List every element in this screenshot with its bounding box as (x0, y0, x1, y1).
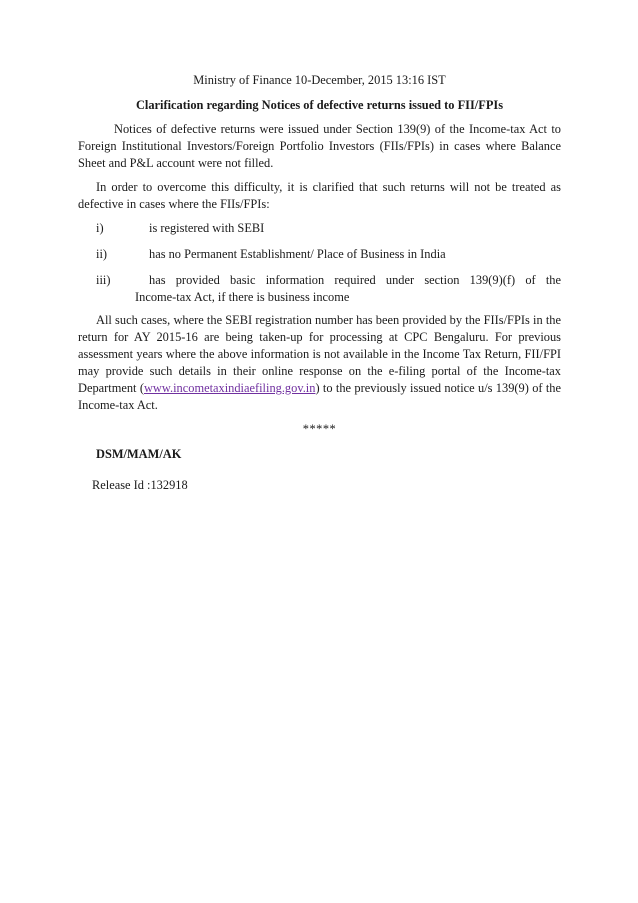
press-release-page (78, 72, 561, 494)
list-item-text: has provided basic information required under section 139(9)(f) of the (149, 273, 561, 287)
signature-initials: DSM/MAM/AK (96, 447, 182, 461)
paragraph-processing (78, 312, 561, 414)
list-item-continuation: Income-tax Act, if there is business income (135, 290, 350, 304)
paragraph-clarification: In order to overcome this difficulty, it is clarified that such returns will not be treated as defective in cases where the FIIs/FPIs: (78, 180, 561, 211)
document-title: Clarification regarding Notices of defective returns issued to FII/FPIs (135, 98, 504, 112)
paragraph-notices: Notices of defective returns were issued under Section 139(9) of the Income-tax Act to Foreign Institutional Investors/Foreign Portfolio Investors (FIIs/FPIs) in cases where Balance Sheet and P&L account were not filled. (78, 122, 561, 170)
paragraph-processing-tail: ) to the previously issued notice u/s 139(9) of the Income-tax Act. (78, 381, 561, 412)
separator-stars: ***** (302, 422, 337, 436)
paragraph-processing-text: All such cases, where the SEBI registration number has been provided by the FIIs/FPIs in the return for AY 2015-16 are being taken-up for processing at CPC Bengaluru. For previous assessment years where the above information is not available in the Income Tax Return, FII/FPI may provide such details in their online response on the e-filing portal of the Income-tax Department ( (78, 313, 561, 395)
list-item-number: i) (96, 221, 104, 235)
conditions-list (78, 220, 561, 306)
release-id: Release Id :132918 (92, 478, 188, 492)
list-item-number: iii) (96, 273, 111, 287)
list-item (78, 220, 561, 237)
list-item-text: has no Permanent Establishment/ Place of Business in India (149, 247, 446, 261)
list-item-number: ii) (96, 247, 108, 261)
list-item (78, 246, 561, 263)
efiling-portal-link[interactable]: www.incometaxindiaefiling.gov.in (143, 381, 316, 395)
dateline: Ministry of Finance 10-December, 2015 13:16 IST (193, 73, 446, 87)
list-item (78, 272, 561, 306)
list-item-text: is registered with SEBI (149, 221, 265, 235)
